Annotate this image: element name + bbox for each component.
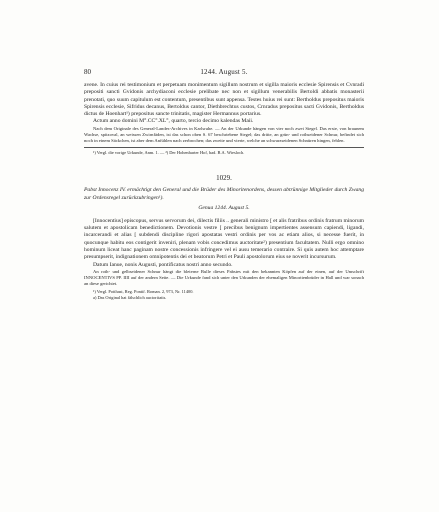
regest-summary: Pabst Innocenz IV. ermächtigt den General und die Brüder des Minoritenordens, dessen abtrünnige Mitglieder durch Zwang zur Ordensregel zurückzubringen¹). bbox=[84, 187, 364, 201]
charter-2-footnote-2: a) Das Original hat fälschlich auctoritatis. bbox=[93, 295, 167, 301]
document-number: 1029. bbox=[216, 174, 232, 183]
charter-1-dating: Actum anno domini M°.CC°.XL°, quarto, tercio decimo kalendas Maii. bbox=[93, 118, 254, 125]
document-page bbox=[84, 66, 364, 301]
charter-1-source-note bbox=[84, 126, 364, 145]
place-date: Genua 1244. August 5. bbox=[198, 204, 250, 211]
page-number: 80 bbox=[84, 68, 91, 76]
running-header bbox=[84, 66, 364, 78]
footnote-divider bbox=[84, 147, 364, 148]
charter-2-source-note bbox=[84, 269, 364, 288]
source-note-text: An roth- und gelbseidener Schnur hängt die bleierne Bulle dieses Pabstes mit den bekannten Köpfen auf der einen, auf der Umschrift INNOCENTIVS PP. IIII auf der andern Seite. — Die Urkunde fand sich unter den Urkunden der ehemaligen Minoritenbrüder in Hall und war sonach an diese gerichtet. bbox=[84, 268, 364, 287]
charter-2-dating: Datum Ianue, nonis Augusti, pontificatus nostri anno secundo. bbox=[93, 261, 233, 268]
charter-2-paragraph: [Innocentius] episcopus, servus servorum dei, dilectis filiis .. generali ministro [ et alis fratribus ordinis fratrum minorum salutem et apostolicam benedictionem. Devotionis vestre [ precibus benignum impertientes assensum capiendi, ligandi, incarcerandi et alias [ subdendi discipline rigori apostatas vestri ordinis per vos ac etiam alios, si necesse fuerit, in quocunque habitu eos contigerit inveniri, plenam vobis concedimus auctoritate²) presentium facultatem. Nulli ergo omnino hominum liceat hanc paginam nostre concessionis infringere vel ei ausu temerario contraire. Si quis autem hoc attemptare presumpserit, indignationem omnipotentis dei et beatorum Petri et Pauli apostolorum eius se noverit incursurum. bbox=[84, 217, 364, 261]
charter-2-footnote-1: ¹) Vergl. Potthast, Reg. Pontif. Roman. 2, 973, Nr. 11400. bbox=[93, 289, 194, 295]
running-title: 1244. August 5. bbox=[200, 68, 248, 76]
charter-1-paragraph: avene. In cuius rei testimonium et perpetuam monimentum sigillum nostrum et sigilla maioris ecclesie Spirensis et Cvnradi prepositi sancti Gvidonis archydiaconi ecclesie prelibate nec non et sigillum venerabilis Bertoldi abbatis monasterii prenotati, quo suum capitulum est contentum, presentibus sunt appensa. Testes huius rei sunt: Bertholdus prepositus maioris Spirensis ecclesie, Sifridus decanus, Bertoldus cantor, Diethbrechtus custos, Crnradus prepositus sacti Gvidonis, Bertholdus dictus de Hoenhart¹) prepositus sancte trinitatis, magister Hermannus portarius. bbox=[84, 82, 364, 118]
charter-1-text bbox=[84, 82, 364, 126]
charter-1-footnote: ¹) Vergl. die vorige Urkunde, Anm. 1. — ²) Der Hohenharter Hof, bad. B.A. Wiesloch. bbox=[93, 150, 245, 156]
source-note-text: Nach dem Originale des General-Landes-Archives in Karlsruhe. — An der Urkunde hängen von vier noch zwei Siegel. Das erste, von braunem Wachse, spitzoval, an weissen Zwirnfäden, ist das schon oben S. 67 beschriebene Siegel; das dritte, an grün- und rothseidener Schnur, befindet sich noch in einem Säckchen, ist aber dem Anfühlen nach zerbrochen; das zweite und vierte, welche an schwarzseidenen Schnüren hingen, fehlen. bbox=[84, 125, 364, 144]
charter-2-text bbox=[84, 218, 364, 269]
